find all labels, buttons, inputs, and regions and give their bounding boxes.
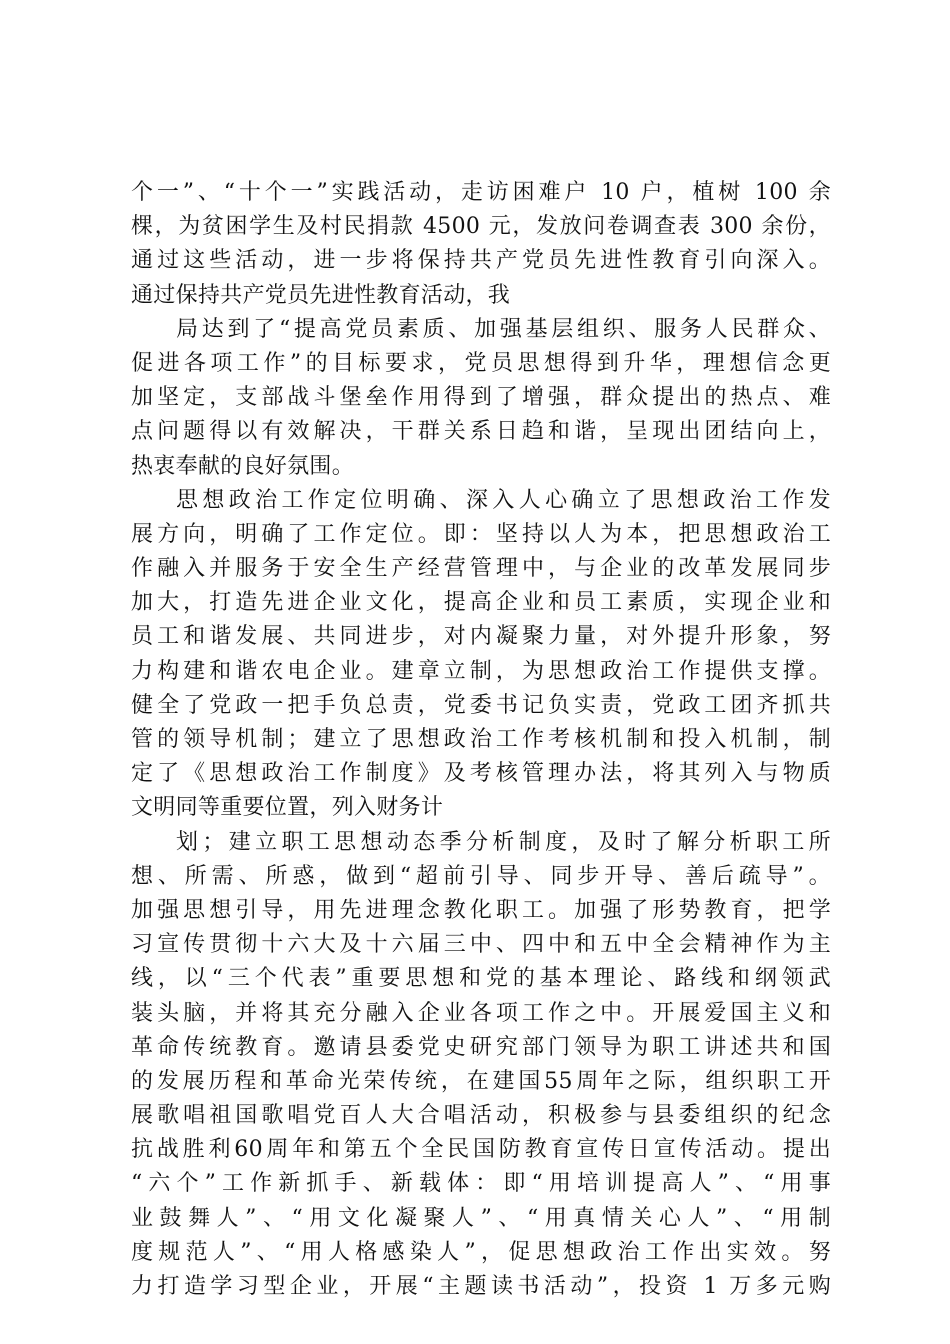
text-line: 作融入并服务于安全生产经营管理中，与企业的改革发展同步 (131, 556, 831, 582)
text-line: 装头脑，并将其充分融入企业各项工作之中。开展爱国主义和 (131, 1000, 831, 1026)
text-line: “六个”工作新抓手、新载体：即“用培训提高人”、“用事 (131, 1171, 831, 1197)
text-line: 点问题得以有效解决，干群关系日趋和谐，呈现出团结向上， (131, 419, 831, 445)
text-line: 习宣传贯彻十六大及十六届三中、四中和五中全会精神作为主 (131, 932, 831, 958)
text-line: 力打造学习型企业，开展“主题读书活动”，投资 1 万多元购 (131, 1274, 831, 1299)
text-line: 加大，打造先进企业文化，提高企业和员工素质，实现企业和 (131, 590, 831, 616)
text-line: 抗战胜利60周年和第五个全民国防教育宣传日宣传活动。提出 (131, 1137, 831, 1163)
text-line: 棵，为贫困学生及村民捐款 4500 元，发放问卷调查表 300 余份， (131, 214, 831, 240)
text-line: 革命传统教育。邀请县委党史研究部门领导为职工讲述共和国 (131, 1034, 831, 1060)
text-line: 加强思想引导，用先进理念教化职工。加强了形势教育，把学 (131, 897, 831, 923)
text-line: 文明同等重要位置，列入财务计 (131, 795, 444, 821)
text-line: 展歌唱祖国歌唱党百人大合唱活动，积极参与县委组织的纪念 (131, 1103, 831, 1129)
paragraph-first-line: 思想政治工作定位明确、深入人心确立了思想政治工作发 (176, 487, 831, 513)
text-line: 管的领导机制；建立了思想政治工作考核机制和投入机制，制 (131, 727, 831, 752)
text-line: 的发展历程和革命光荣传统，在建国55周年之际，组织职工开 (131, 1068, 831, 1094)
text-line: 力构建和谐农电企业。建章立制，为思想政治工作提供支撑。 (131, 658, 831, 684)
text-line: 个一”、“十个一”实践活动，走访困难户 10 户，植树 100 余 (131, 180, 831, 205)
paragraph-first-line: 局达到了“提高党员素质、加强基层组织、服务人民群众、 (176, 316, 831, 342)
text-line: 健全了党政一把手负总责，党委书记负实责，党政工团齐抓共 (131, 692, 831, 718)
text-line: 定了《思想政治工作制度》及考核管理办法，将其列入与物质 (131, 761, 831, 787)
text-line: 业鼓舞人”、“用文化凝聚人”、“用真情关心人”、“用制 (131, 1205, 831, 1231)
text-line: 加坚定，支部战斗堡垒作用得到了增强，群众提出的热点、难 (131, 385, 831, 411)
text-line: 热衷奉献的良好氛围。 (131, 453, 355, 479)
text-line: 员工和谐发展、共同进步，对内凝聚力量，对外提升形象，努 (131, 624, 831, 650)
text-line: 促进各项工作”的目标要求，党员思想得到升华，理想信念更 (131, 350, 831, 376)
text-line: 度规范人”、“用人格感染人”，促思想政治工作出实效。努 (131, 1239, 831, 1265)
text-line: 通过这些活动，进一步将保持共产党员先进性教育引向深入。 (131, 248, 831, 274)
text-line: 展方向，明确了工作定位。即：坚持以人为本，把思想政治工 (131, 521, 831, 547)
paragraph-first-line: 划；建立职工思想动态季分析制度，及时了解分析职工所 (176, 829, 831, 855)
text-line: 想、所需、所惑，做到“超前引导、同步开导、善后疏导”。 (131, 863, 831, 889)
document-body (131, 176, 831, 1304)
text-line: 线，以“三个代表”重要思想和党的基本理论、路线和纲领武 (131, 966, 831, 992)
text-line: 通过保持共产党员先进性教育活动，我 (131, 282, 511, 308)
